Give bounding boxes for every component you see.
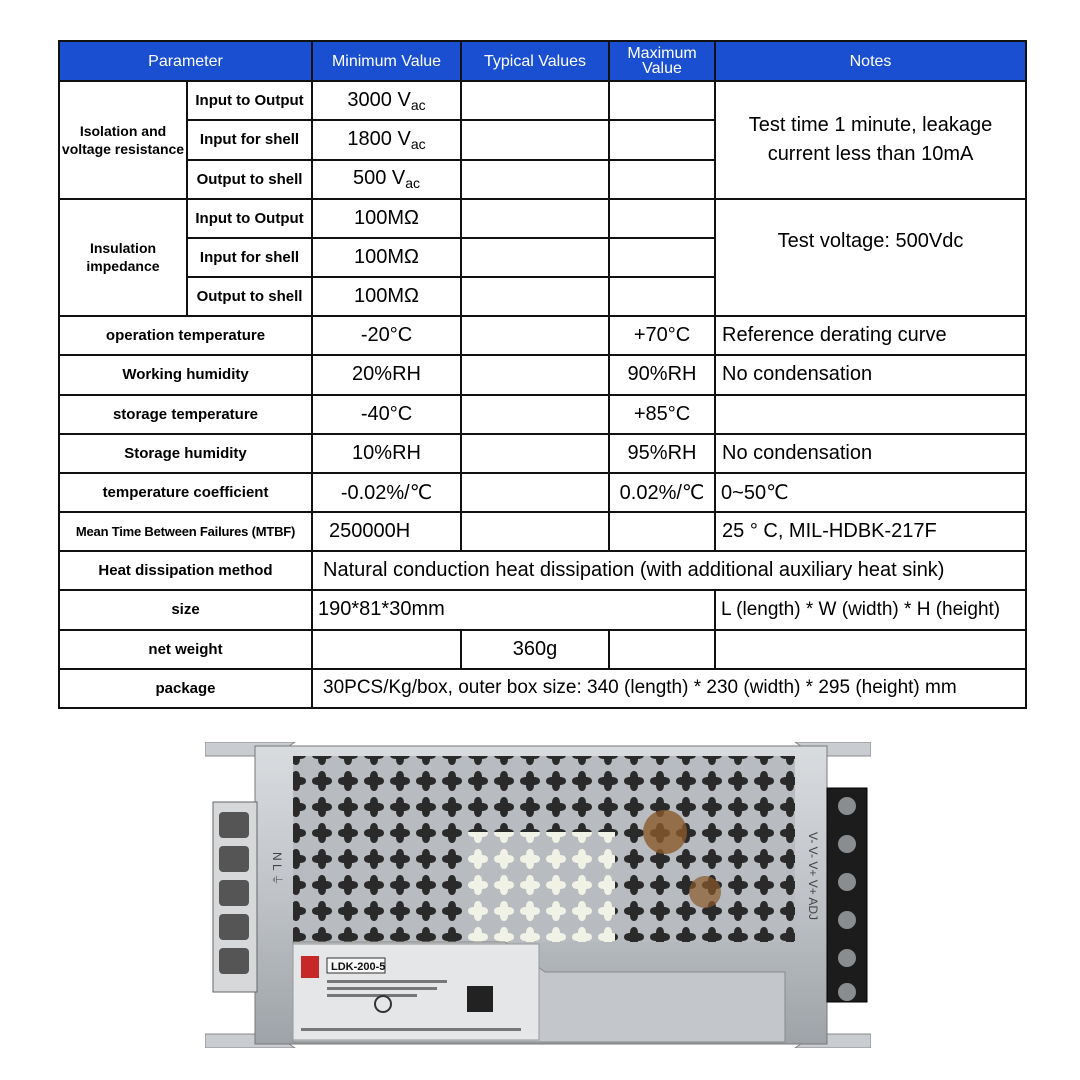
header-row: [59, 41, 1026, 81]
isolation-note: Test time 1 minute, leakage current less than 10mA: [715, 81, 1026, 199]
temp-coef-label: temperature coefficient: [59, 473, 312, 512]
package-value: 30PCS/Kg/box, outer box size: 340 (length) * 230 (width) * 295 (height) mm: [312, 669, 1026, 708]
empty-cell: [609, 81, 715, 120]
heat-dissipation-label: Heat dissipation method: [59, 551, 312, 590]
isolation-min-value: 1800 $V_{ac}$: [312, 120, 461, 159]
table-row: [59, 473, 1026, 512]
isolation-group-label: Isolation and voltage resistance: [59, 81, 187, 199]
storage-temp-max: +85°C: [609, 395, 715, 434]
heat-dissipation-value: Natural conduction heat dissipation (with additional auxiliary heat sink): [312, 551, 1026, 590]
empty-cell: [461, 120, 609, 159]
empty-cell: [461, 355, 609, 394]
isolation-sub-label: Input to Output: [187, 81, 312, 120]
header-typical: Typical Values: [461, 41, 609, 81]
net-weight-label: net weight: [59, 630, 312, 669]
empty-cell: [461, 434, 609, 473]
table-row: [59, 316, 1026, 355]
empty-cell: [609, 120, 715, 159]
insulation-sub-label: Input for shell: [187, 238, 312, 277]
left-terminal-marks: N L ⏚: [270, 852, 284, 886]
table-row: [59, 512, 1026, 551]
insulation-group-label: Insulation impedance: [59, 199, 187, 317]
insulation-sub-label: Input to Output: [187, 199, 312, 238]
mtbf-label: Mean Time Between Failures (MTBF): [59, 512, 312, 551]
empty-cell: [461, 160, 609, 199]
op-temp-note: Reference derating curve: [715, 316, 1026, 355]
table-row: [59, 434, 1026, 473]
empty-cell: [461, 395, 609, 434]
size-note: L (length) * W (width) * H (height): [715, 590, 1026, 629]
isolation-sub-label: Output to shell: [187, 160, 312, 199]
op-temp-max: +70°C: [609, 316, 715, 355]
empty-cell: [312, 630, 461, 669]
table-row: [59, 630, 1026, 669]
header-notes: Notes: [715, 41, 1026, 81]
table-row: [59, 199, 1026, 238]
empty-cell: [609, 277, 715, 316]
mtbf-note: 25 ° C, MIL-HDBK-217F: [715, 512, 1026, 551]
empty-cell: [461, 277, 609, 316]
insulation-sub-label: Output to shell: [187, 277, 312, 316]
net-weight-typical: 360g: [461, 630, 609, 669]
size-value: 190*81*30mm: [312, 590, 715, 629]
table-row: [59, 81, 1026, 120]
op-temp-label: operation temperature: [59, 316, 312, 355]
work-humidity-max: 90%RH: [609, 355, 715, 394]
empty-cell: [461, 81, 609, 120]
empty-cell: [609, 238, 715, 277]
work-humidity-note: No condensation: [715, 355, 1026, 394]
storage-humidity-note: No condensation: [715, 434, 1026, 473]
empty-cell: [461, 238, 609, 277]
empty-cell: [461, 512, 609, 551]
table-row: [59, 590, 1026, 629]
isolation-min-value: 3000 $V_{ac}$: [312, 81, 461, 120]
insulation-min-value: 100MΩ: [312, 199, 461, 238]
empty-cell: [461, 199, 609, 238]
empty-cell: [609, 160, 715, 199]
empty-cell: [609, 199, 715, 238]
storage-humidity-max: 95%RH: [609, 434, 715, 473]
table-row: [59, 355, 1026, 394]
storage-temp-label: storage temperature: [59, 395, 312, 434]
mtbf-min: 250000H: [312, 512, 461, 551]
temp-coef-min: -0.02%/℃: [312, 473, 461, 512]
storage-humidity-label: Storage humidity: [59, 434, 312, 473]
table-row: [59, 669, 1026, 708]
empty-cell: [715, 630, 1026, 669]
header-maximum: Maximum Value: [609, 41, 715, 81]
storage-humidity-min: 10%RH: [312, 434, 461, 473]
header-parameter: Parameter: [59, 41, 312, 81]
size-label: size: [59, 590, 312, 629]
op-temp-min: -20°C: [312, 316, 461, 355]
isolation-min-value: 500 $V_{ac}$: [312, 160, 461, 199]
insulation-note: Test voltage: 500Vdc: [715, 199, 1026, 317]
insulation-min-value: 100MΩ: [312, 277, 461, 316]
storage-temp-note: [715, 395, 1026, 434]
table-row: [59, 551, 1026, 590]
work-humidity-label: Working humidity: [59, 355, 312, 394]
table-row: [59, 395, 1026, 434]
header-minimum: Minimum Value: [312, 41, 461, 81]
temp-coef-note: 0~50℃: [715, 473, 1026, 512]
temp-coef-max: 0.02%/℃: [609, 473, 715, 512]
empty-cell: [461, 473, 609, 512]
power-supply-photo: [205, 742, 871, 1048]
storage-temp-min: -40°C: [312, 395, 461, 434]
insulation-min-value: 100MΩ: [312, 238, 461, 277]
right-terminal-marks: V- V- V+ V+ ADJ: [806, 832, 820, 921]
spec-table: [58, 40, 1027, 709]
empty-cell: [609, 630, 715, 669]
product-model-text: LDK-200-5: [331, 961, 386, 973]
work-humidity-min: 20%RH: [312, 355, 461, 394]
empty-cell: [609, 512, 715, 551]
package-label: package: [59, 669, 312, 708]
empty-cell: [461, 316, 609, 355]
isolation-sub-label: Input for shell: [187, 120, 312, 159]
